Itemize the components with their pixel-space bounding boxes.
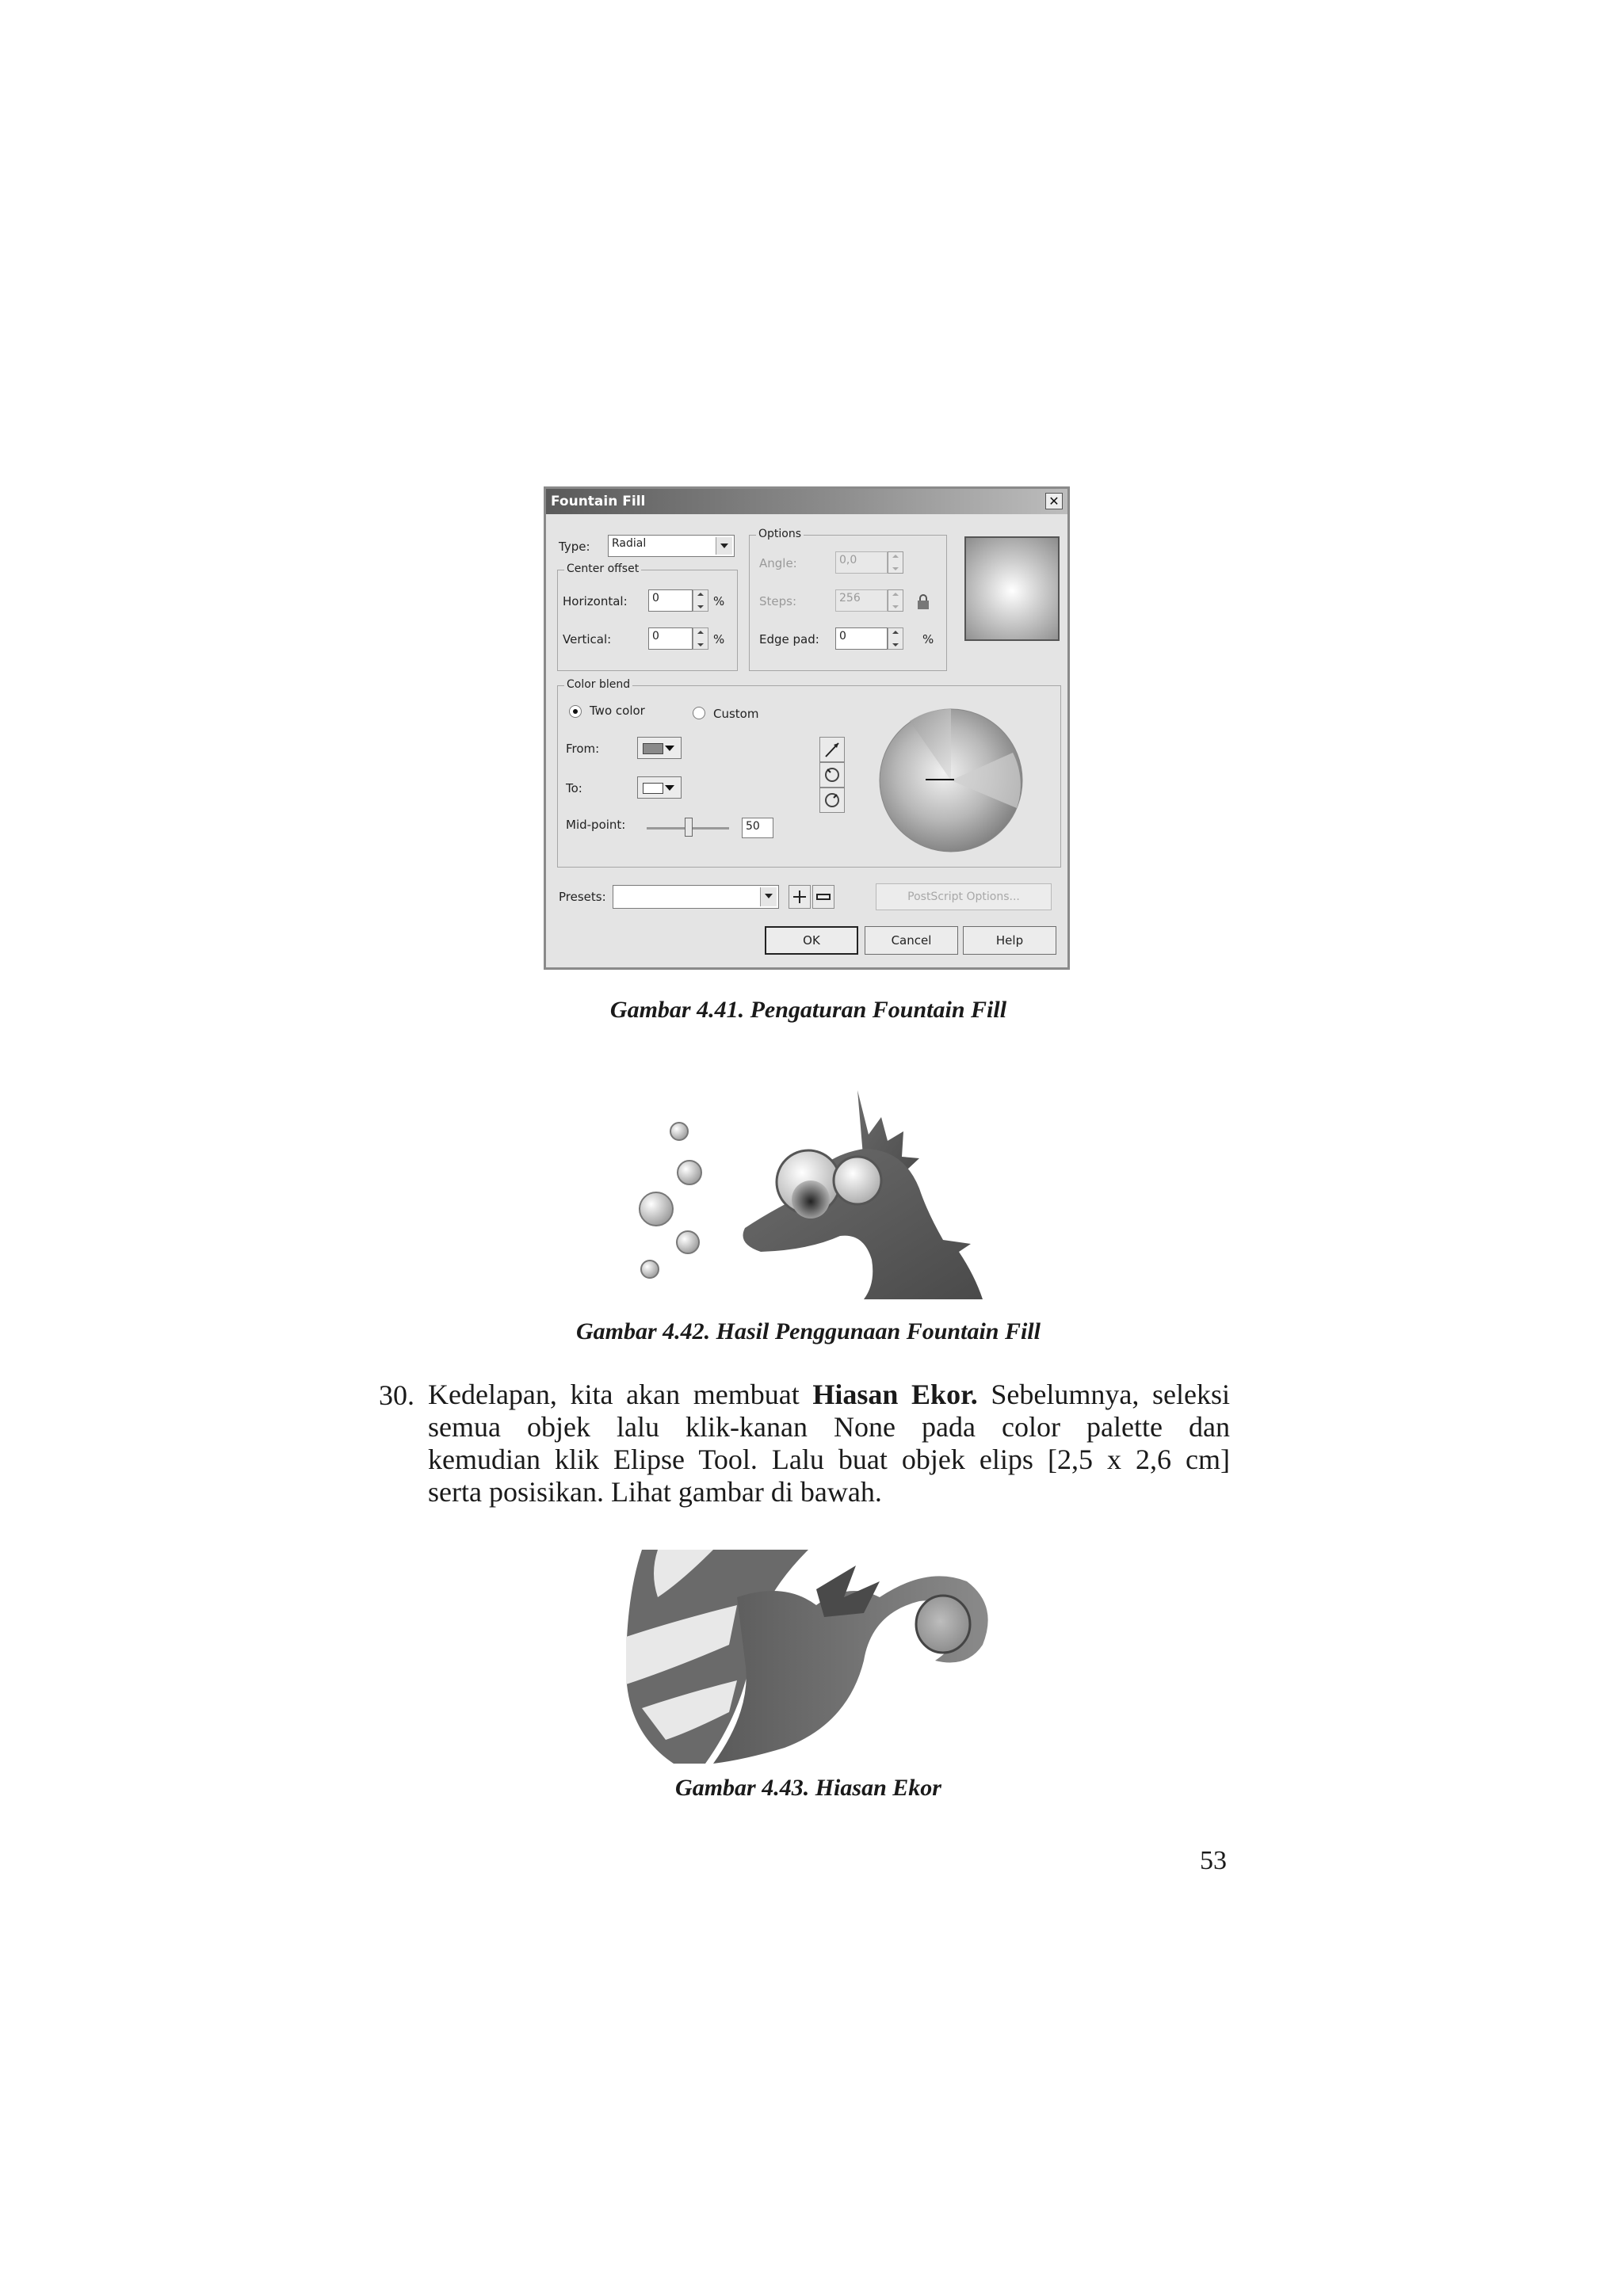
vertical-unit: %: [713, 632, 725, 646]
two-color-label: Two color: [590, 704, 645, 718]
angle-value: 0,0: [839, 554, 857, 566]
type-dropdown[interactable]: [608, 535, 735, 557]
horizontal-value: 0: [652, 592, 659, 605]
vertical-input[interactable]: [648, 627, 693, 650]
type-label: Type:: [559, 540, 590, 554]
custom-radio[interactable]: [693, 707, 705, 719]
chevron-down-icon: [716, 537, 732, 555]
color-blend-group: [557, 678, 1061, 868]
close-icon: ✕: [1048, 494, 1060, 509]
close-button[interactable]: [1045, 493, 1063, 509]
midpoint-input[interactable]: [742, 818, 773, 838]
two-color-radio[interactable]: [569, 705, 582, 718]
to-label: To:: [566, 781, 582, 795]
from-color-picker[interactable]: [637, 737, 682, 759]
vertical-label: Vertical:: [563, 632, 612, 646]
cancel-label: Cancel: [891, 933, 932, 948]
edge-pad-unit: %: [922, 632, 934, 646]
midpoint-value: 50: [746, 820, 760, 833]
steps-value: 256: [839, 592, 861, 605]
ok-label: OK: [803, 933, 820, 948]
steps-spinner[interactable]: [888, 589, 903, 612]
help-button[interactable]: [963, 926, 1056, 955]
line1-rest: Sebelumnya, seleksi: [977, 1379, 1230, 1410]
help-label: Help: [995, 933, 1024, 948]
straight-line-icon[interactable]: [819, 737, 845, 762]
steps-input[interactable]: [835, 589, 888, 612]
edge-pad-input[interactable]: [835, 627, 888, 650]
paragraph-line-2: semua objek lalu klik-kanan None pada color palette dan: [428, 1411, 1230, 1443]
horizontal-input[interactable]: [648, 589, 693, 612]
custom-label: Custom: [713, 707, 759, 721]
steps-label: Steps:: [759, 594, 797, 608]
seahorse-head-illustration: [626, 1085, 991, 1299]
paragraph-line-3: kemudian klik Elipse Tool. Lalu buat objek elips [2,5 x 2,6 cm]: [428, 1444, 1230, 1475]
step-paragraph: [428, 1379, 1230, 1508]
color-wheel[interactable]: [878, 705, 1024, 856]
to-color-picker[interactable]: [637, 776, 682, 799]
from-color-swatch: [643, 743, 663, 754]
horizontal-spinner[interactable]: [693, 589, 708, 612]
chevron-down-icon: [760, 887, 777, 906]
list-number: 30.: [379, 1379, 414, 1411]
vertical-spinner[interactable]: [693, 627, 708, 650]
type-value: Radial: [612, 537, 647, 550]
center-offset-group: [557, 563, 738, 671]
edge-pad-label: Edge pad:: [759, 632, 819, 646]
edge-pad-value: 0: [839, 630, 846, 643]
line1-text: Kedelapan, kita akan membuat: [428, 1379, 813, 1410]
dialog-titlebar: [546, 489, 1067, 514]
chevron-down-icon: [665, 785, 674, 791]
ok-button[interactable]: [765, 926, 858, 955]
dialog-title: Fountain Fill: [551, 494, 646, 509]
horizontal-label: Horizontal:: [563, 594, 628, 608]
tail-ornament-illustration: [626, 1550, 991, 1764]
remove-preset-button[interactable]: [812, 885, 834, 909]
caption-fig-4-42: Gambar 4.42. Hasil Penggunaan Fountain Fill: [576, 1318, 1041, 1344]
center-offset-label: Center offset: [564, 563, 641, 575]
fill-preview: [964, 536, 1060, 641]
chevron-down-icon: [665, 746, 674, 751]
midpoint-slider-thumb[interactable]: [685, 818, 693, 837]
to-color-swatch: [643, 783, 663, 794]
plus-icon: [789, 886, 810, 908]
caption-fig-4-41: Gambar 4.41. Pengaturan Fountain Fill: [609, 997, 1007, 1023]
postscript-options-button[interactable]: [876, 883, 1052, 910]
caption-fig-4-43: Gambar 4.43. Hiasan Ekor: [675, 1775, 941, 1801]
counterclockwise-icon[interactable]: [819, 762, 845, 788]
lock-icon[interactable]: [916, 594, 930, 610]
page-number: 53: [1200, 1846, 1227, 1875]
paragraph-line-4: serta posisikan. Lihat gambar di bawah.: [428, 1476, 882, 1508]
angle-spinner[interactable]: [888, 551, 903, 574]
minus-icon: [813, 886, 834, 908]
cancel-button[interactable]: [865, 926, 958, 955]
postscript-options-label: PostScript Options...: [907, 891, 1020, 903]
vertical-value: 0: [652, 630, 659, 643]
clockwise-icon[interactable]: [819, 788, 845, 813]
color-blend-label: Color blend: [564, 678, 632, 691]
midpoint-label: Mid-point:: [566, 818, 626, 832]
horizontal-unit: %: [713, 594, 725, 608]
angle-label: Angle:: [759, 556, 797, 570]
add-preset-button[interactable]: [789, 885, 811, 909]
options-group: [749, 528, 947, 671]
from-label: From:: [566, 742, 600, 756]
edge-pad-spinner[interactable]: [888, 627, 903, 650]
presets-dropdown[interactable]: [613, 885, 779, 909]
fountain-fill-dialog: [544, 486, 1070, 970]
options-label: Options: [756, 528, 804, 540]
presets-label: Presets:: [559, 890, 606, 904]
paragraph-line-1: [428, 1379, 1230, 1411]
bold-term: Hiasan Ekor.: [812, 1379, 978, 1410]
angle-input[interactable]: [835, 551, 888, 574]
